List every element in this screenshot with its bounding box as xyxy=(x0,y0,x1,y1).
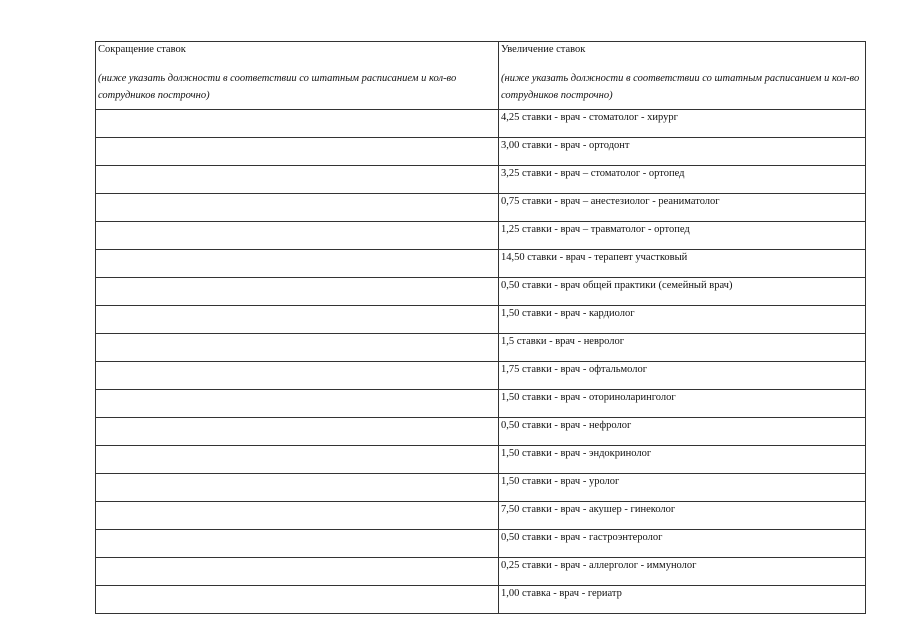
table-row xyxy=(96,166,866,194)
table-row xyxy=(96,222,866,250)
table-row xyxy=(96,558,866,586)
reduction-cell xyxy=(96,278,499,306)
table-row xyxy=(96,306,866,334)
increase-cell: 1,50 ставки - врач - уролог xyxy=(499,474,866,502)
reduction-cell xyxy=(96,334,499,362)
increase-cell: 0,50 ставки - врач - гастроэнтеролог xyxy=(499,530,866,558)
increase-cell: 0,25 ставки - врач - аллерголог - иммунолог xyxy=(499,558,866,586)
increase-header-cell xyxy=(499,42,866,110)
increase-cell: 3,25 ставки - врач – стоматолог - ортопед xyxy=(499,166,866,194)
increase-cell: 4,25 ставки - врач - стоматолог - хирург xyxy=(499,110,866,138)
table-row xyxy=(96,446,866,474)
table-row xyxy=(96,110,866,138)
reduction-cell xyxy=(96,362,499,390)
reduction-cell xyxy=(96,194,499,222)
increase-cell: 14,50 ставки - врач - терапевт участковый xyxy=(499,250,866,278)
reduction-header-title: Сокращение ставок xyxy=(98,44,186,55)
table-row xyxy=(96,278,866,306)
table-row xyxy=(96,586,866,614)
increase-cell: 0,75 ставки - врач – анестезиолог - реаниматолог xyxy=(499,194,866,222)
table-header-row xyxy=(96,42,866,110)
reduction-cell xyxy=(96,250,499,278)
reduction-cell xyxy=(96,222,499,250)
table-row xyxy=(96,334,866,362)
reduction-cell xyxy=(96,502,499,530)
increase-cell: 1,25 ставки - врач – травматолог - ортопед xyxy=(499,222,866,250)
reduction-cell xyxy=(96,558,499,586)
reduction-cell xyxy=(96,110,499,138)
reduction-cell xyxy=(96,138,499,166)
increase-cell: 1,5 ставки - врач - невролог xyxy=(499,334,866,362)
reduction-header-cell xyxy=(96,42,499,110)
table-row xyxy=(96,390,866,418)
increase-cell: 1,50 ставки - врач - оториноларинголог xyxy=(499,390,866,418)
increase-cell: 1,00 ставка - врач - гериатр xyxy=(499,586,866,614)
table-row xyxy=(96,362,866,390)
increase-cell: 1,50 ставки - врач - эндокринолог xyxy=(499,446,866,474)
staffing-table-body xyxy=(96,42,866,614)
increase-cell: 0,50 ставки - врач - нефролог xyxy=(499,418,866,446)
table-row xyxy=(96,138,866,166)
reduction-cell xyxy=(96,586,499,614)
table-row xyxy=(96,530,866,558)
reduction-header-note: (ниже указать должности в соответствии со штатным расписанием и кол-во сотрудников построчно) xyxy=(98,73,457,101)
reduction-cell xyxy=(96,446,499,474)
staffing-table xyxy=(95,41,866,614)
reduction-cell xyxy=(96,390,499,418)
table-row xyxy=(96,502,866,530)
reduction-cell xyxy=(96,474,499,502)
increase-cell: 0,50 ставки - врач общей практики (семейный врач) xyxy=(499,278,866,306)
table-row xyxy=(96,418,866,446)
table-row xyxy=(96,194,866,222)
reduction-cell xyxy=(96,166,499,194)
reduction-cell xyxy=(96,306,499,334)
reduction-cell xyxy=(96,418,499,446)
increase-cell: 7,50 ставки - врач - акушер - гинеколог xyxy=(499,502,866,530)
table-row xyxy=(96,474,866,502)
increase-header-note: (ниже указать должности в соответствии со штатным расписанием и кол-во сотрудников построчно) xyxy=(501,73,860,101)
increase-header-title: Увеличение ставок xyxy=(501,44,586,55)
table-row xyxy=(96,250,866,278)
reduction-cell xyxy=(96,530,499,558)
increase-cell: 1,50 ставки - врач - кардиолог xyxy=(499,306,866,334)
increase-cell: 1,75 ставки - врач - офтальмолог xyxy=(499,362,866,390)
increase-cell: 3,00 ставки - врач - ортодонт xyxy=(499,138,866,166)
